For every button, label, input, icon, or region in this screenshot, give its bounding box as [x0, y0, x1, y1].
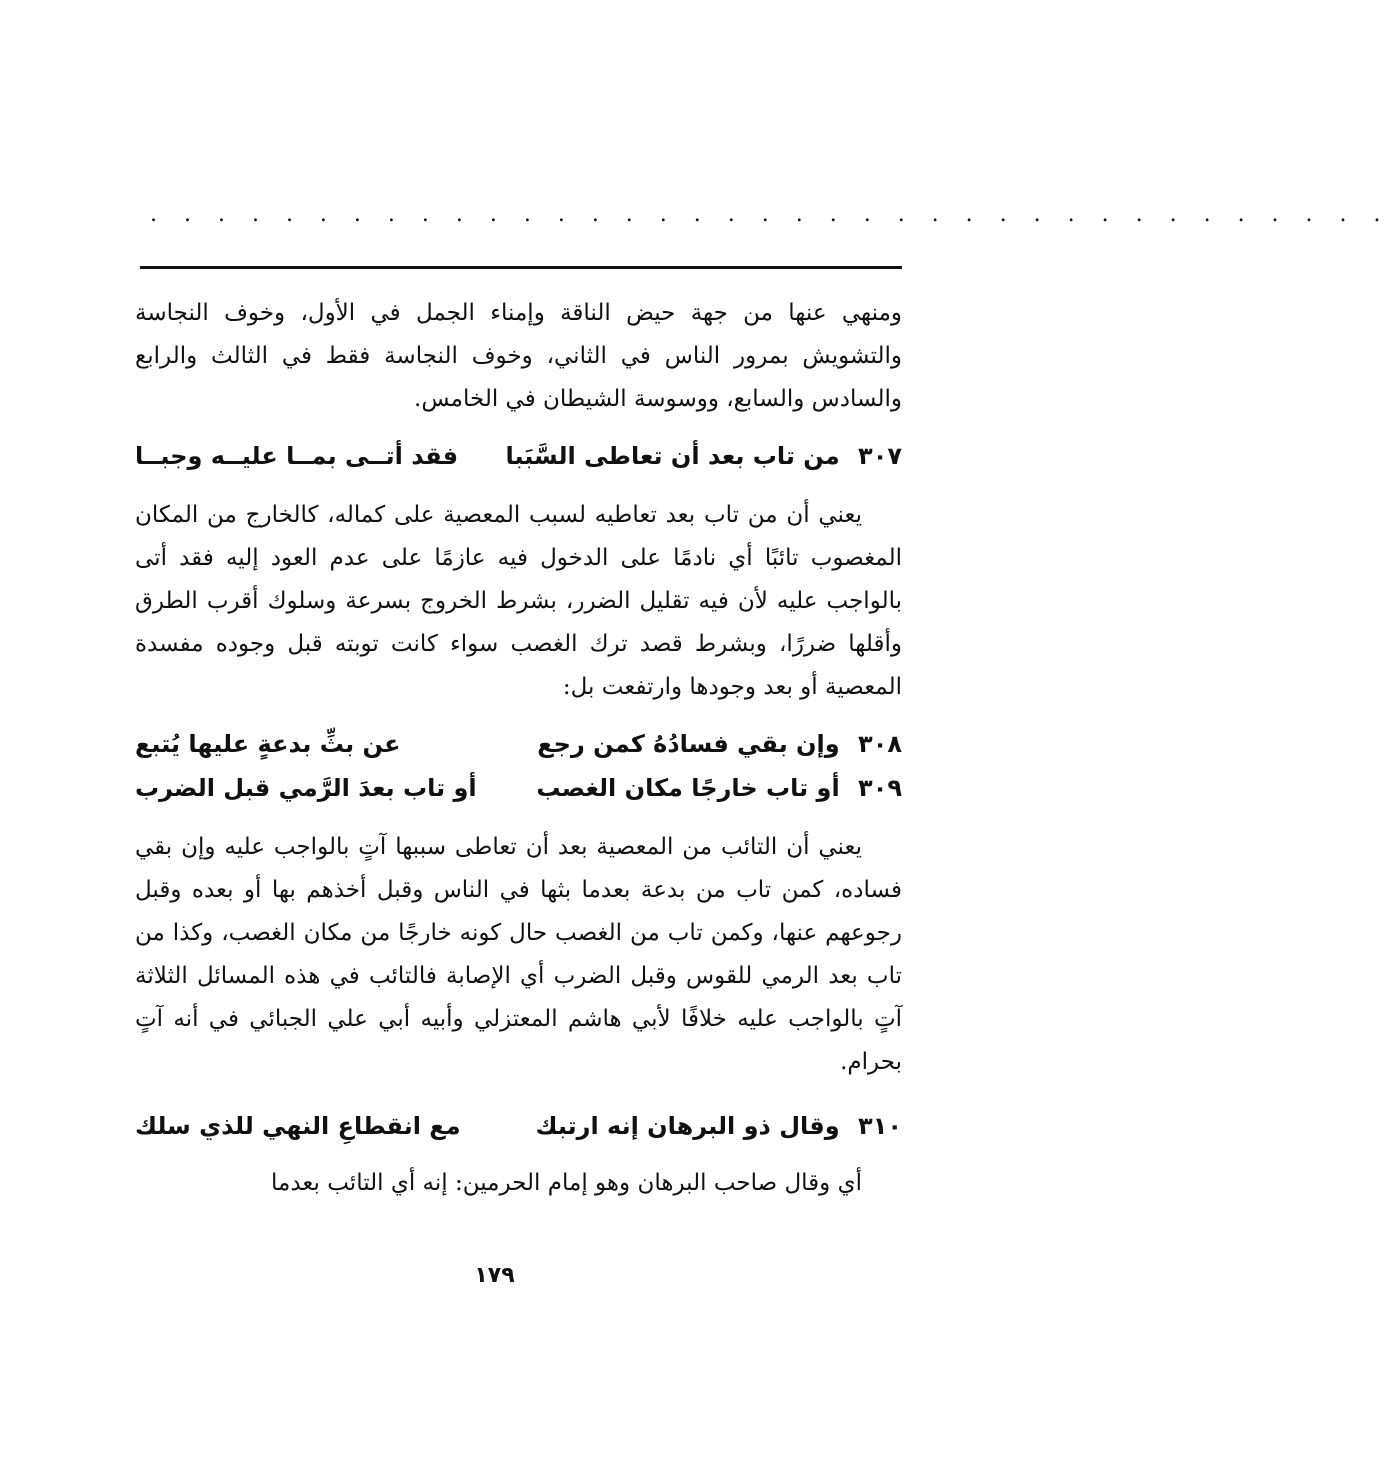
paragraph-2 — [135, 494, 902, 709]
verse-309-left-hemistich: أو تاب بعدَ الرَّمي قبل الضرب — [135, 774, 477, 802]
paragraph-2-text: يعني أن من تاب بعد تعاطيه لسبب المعصية على كماله، كالخارج من المكان المغصوب تائبًا أي نادمًا على الدخول فيه عازمًا على عدم العود إليه فقد أتى بالواجب عليه لأن فيه تقليل الضرر، بشرط الخروج بسرعة وسلوك أقرب الطرق وأقلها ضررًا، وبشرط قصد ترك الغصب سواء كانت توبته قبل وجوده مفسدة المعصية أو بعد وجودها وارتفعت بل: — [135, 502, 902, 700]
verse-307-right-text: من تاب بعد أن تعاطى السَّبَبا — [505, 442, 840, 470]
paragraph-3-text: يعني أن التائب من المعصية بعد أن تعاطى سببها آتٍ بالواجب عليه وإن بقي فساده، كمن تاب من بدعة بعدما بثها في الناس وقبل أخذهم بها أو بعده وقبل رجوعهم عنها، وكمن تاب من الغصب حال كونه خارجًا من مكان الغصب، وكذا من تاب بعد الرمي للقوس وقبل الضرب أي الإصابة فالتائب في هذه المسائل الثلاثة آتٍ بالواجب عليه خلافًا لأبي هاشم المعتزلي وأبيه أبي علي الجبائي في أنه آتٍ بحرام. — [135, 834, 902, 1075]
verse-310 — [135, 1106, 902, 1146]
verse-308-right-hemistich — [537, 724, 902, 764]
verse-310-left-hemistich: مع انقطاعِ النهي للذي سلك — [135, 1112, 461, 1140]
paragraph-1-text: ومنهي عنها من جهة حيض الناقة وإمناء الجمل في الأول، وخوف النجاسة والتشويش بمرور الناس في الثاني، وخوف النجاسة فقط في الثالث والرابع والسادس والسابع، ووسوسة الشيطان في الخامس. — [135, 300, 902, 412]
paragraph-4-text: أي وقال صاحب البرهان وهو إمام الحرمين: إنه أي التائب بعدما — [271, 1170, 862, 1196]
verse-308-right-text: وإن بقي فسادُهُ كمن رجع — [537, 730, 840, 758]
page-number: ١٧٩ — [474, 1263, 515, 1288]
verse-308-left-hemistich: عن بثِّ بدعةٍ عليها يُتبع — [135, 730, 401, 758]
verse-309-right-hemistich — [536, 768, 902, 808]
verse-308-number: ٣٠٨ — [858, 730, 902, 758]
paragraph-3 — [135, 826, 902, 1084]
verse-307-left-hemistich: فقد أتــى بمــا عليــه وجبــا — [135, 442, 459, 470]
paragraph-1 — [135, 292, 902, 421]
verse-307-number: ٣٠٧ — [858, 442, 902, 470]
verse-309-right-text: أو تاب خارجًا مكان الغصب — [536, 774, 840, 802]
dotted-separator: . . . . . . . . . . . . . . . . . . . . . . . . . . . . . . . . . . . . . — [150, 202, 1391, 227]
verse-308 — [135, 724, 902, 764]
verse-307-right-hemistich — [505, 436, 902, 476]
horizontal-rule — [140, 266, 902, 269]
verse-309-number: ٣٠٩ — [858, 774, 902, 802]
verse-309 — [135, 768, 902, 808]
verse-310-right-hemistich — [535, 1106, 902, 1146]
verse-307 — [135, 436, 902, 476]
paragraph-4 — [135, 1162, 902, 1205]
verse-310-right-text: وقال ذو البرهان إنه ارتبك — [535, 1112, 840, 1140]
verse-310-number: ٣١٠ — [858, 1112, 902, 1140]
